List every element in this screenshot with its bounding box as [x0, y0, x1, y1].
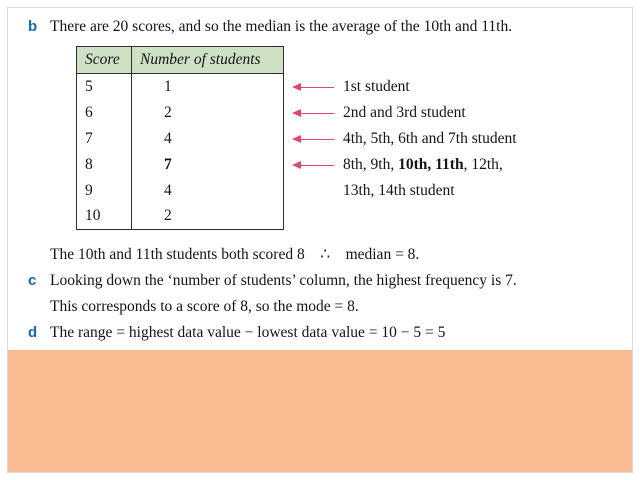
part-b-line	[28, 16, 622, 38]
annotation-text-segment: , 12th,	[463, 156, 503, 173]
annotation-text: 2nd and 3rd student	[343, 104, 466, 121]
table-row	[77, 204, 284, 230]
part-c-text-line2: This corresponds to a score of 8, so the mode = 8.	[50, 298, 359, 315]
row-annotations	[294, 46, 517, 230]
left-arrow-icon	[294, 139, 334, 140]
part-c-text-line1: Looking down the ‘number of students’ column, the highest frequency is 7.	[50, 272, 517, 289]
left-arrow-icon	[294, 165, 334, 166]
part-d-label: d	[28, 324, 38, 341]
annotation-text-segment: 8th, 9th,	[343, 156, 399, 173]
annotation-line	[294, 126, 517, 152]
table-row	[77, 126, 284, 152]
page-margin-band	[8, 350, 632, 472]
score-cell: 8	[77, 152, 132, 178]
table-row	[77, 100, 284, 126]
annotation-text: 4th, 5th, 6th and 7th student	[343, 130, 517, 147]
count-cell: 2	[164, 103, 172, 121]
count-cell: 4	[164, 181, 172, 199]
count-cell: 1	[164, 77, 172, 95]
table-row	[77, 74, 284, 100]
score-cell: 10	[77, 204, 132, 230]
part-b-intro-text: There are 20 scores, and so the median is the average of the 10th and 11th.	[50, 18, 513, 35]
annotation-line	[294, 100, 517, 126]
annotation-text: 13th, 14th student	[343, 182, 455, 199]
left-arrow-icon	[294, 113, 334, 114]
part-b-conclusion: The 10th and 11th students both scored 8 ∴ median = 8.	[50, 246, 420, 263]
part-d-line	[28, 320, 622, 346]
column-header-score: Score	[77, 47, 132, 74]
part-b-label: b	[28, 18, 38, 35]
annotation-text: 1st student	[343, 78, 410, 95]
left-arrow-icon	[294, 87, 334, 88]
score-cell: 5	[77, 74, 132, 100]
frequency-table	[76, 46, 284, 230]
annotation-line	[294, 152, 517, 178]
score-cell: 9	[77, 178, 132, 204]
annotation-line	[294, 178, 517, 204]
column-header-number-of-students: Number of students	[132, 47, 284, 74]
score-cell: 6	[77, 100, 132, 126]
frequency-table-area	[76, 46, 622, 230]
table-row	[77, 178, 284, 204]
annotation-line	[294, 74, 517, 100]
count-cell-highest-frequency: 7	[164, 155, 172, 173]
part-d-text: The range = highest data value − lowest data value = 10 − 5 = 5	[50, 324, 446, 341]
count-cell: 2	[164, 207, 172, 225]
count-cell: 4	[164, 129, 172, 147]
table-header-row	[77, 47, 284, 74]
part-c-label: c	[28, 272, 37, 289]
textbook-page	[7, 7, 633, 473]
part-c-line	[28, 268, 622, 294]
worked-solution	[8, 8, 632, 346]
table-row	[77, 152, 284, 178]
score-cell: 7	[77, 126, 132, 152]
annotation-text-bold-segment: 10th, 11th	[398, 156, 464, 173]
annotation-text	[343, 154, 503, 176]
